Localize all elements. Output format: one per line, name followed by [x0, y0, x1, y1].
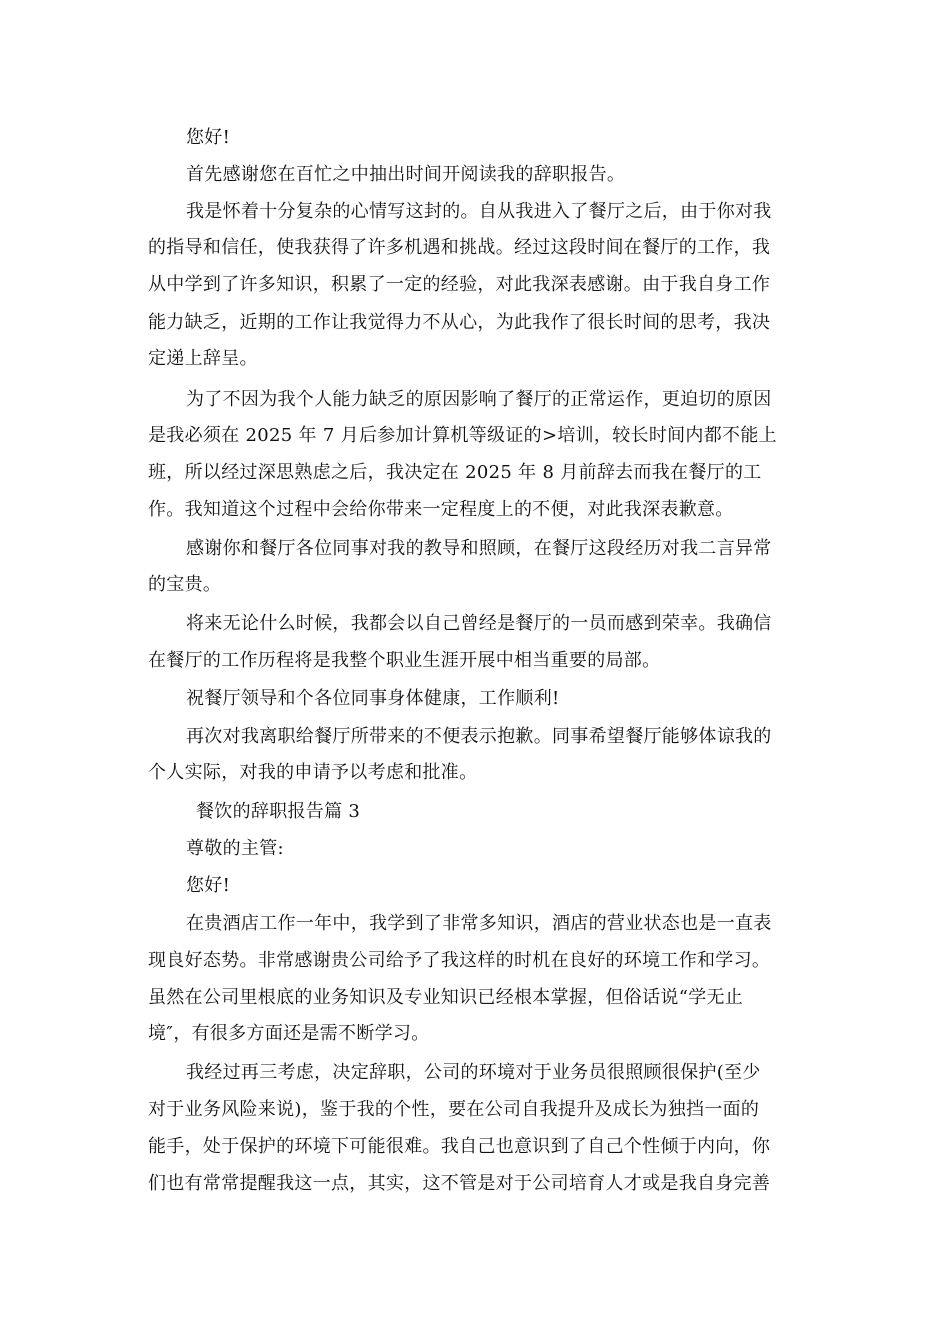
- paragraph-line: 从中学到了许多知识，积累了一定的经验，对此我深表感谢。由于我自身工作: [148, 274, 771, 295]
- paragraph-line: 再次对我离职给餐厅所带来的不便表示抱歉。同事希望餐厅能够体谅我的: [186, 726, 772, 747]
- salutation: 尊敬的主管:: [186, 838, 284, 859]
- paragraph-line: 现良好态势。非常感谢贵公司给予了我这样的时机在良好的环境工作和学习。: [148, 950, 771, 971]
- paragraph-line: 虽然在公司里根底的业务知识及专业知识已经根本掌握，但俗话说“学无止: [148, 987, 744, 1008]
- paragraph-line: 我是怀着十分复杂的心情写这封的。自从我进入了餐厅之后，由于你对我: [186, 201, 772, 222]
- paragraph-line: 是我必须在 2025 年 7 月后参加计算机等级证的>培训，较长时间内都不能上: [148, 425, 777, 446]
- paragraph-greeting: 您好!: [186, 875, 231, 896]
- paragraph-line: 的宝贵。: [148, 574, 222, 595]
- paragraph-line: 能力缺乏，近期的工作让我觉得力不从心，为此我作了很长时间的思考，我决: [148, 312, 771, 333]
- paragraph-line: 们也有常常提醒我这一点，其实，这不管是对于公司培育人才或是我自身完善: [148, 1173, 771, 1194]
- paragraph-line: 定递上辞呈。: [148, 348, 258, 369]
- paragraph-line: 个人实际，对我的申请予以考虑和批准。: [148, 762, 478, 783]
- paragraph-line: 为了不因为我个人能力缺乏的原因影响了餐厅的正常运作，更迫切的原因: [186, 389, 772, 410]
- paragraph-line: 境″，有很多方面还是需不断学习。: [148, 1023, 430, 1044]
- section-heading: 餐饮的辞职报告篇 3: [196, 801, 361, 822]
- paragraph-line: 作。我知道这个过程中会给你带来一定程度上的不便，对此我深表歉意。: [148, 499, 734, 520]
- paragraph-line: 将来无论什么时候，我都会以自己曾经是餐厅的一员而感到荣幸。我确信: [186, 613, 772, 634]
- paragraph-line: 能手，处于保护的环境下可能很难。我自己也意识到了自己个性倾于内向，你: [148, 1136, 771, 1157]
- paragraph-line: 对于业务风险来说)，鉴于我的个性，要在公司自我提升及成长为独挡一面的: [148, 1099, 760, 1120]
- paragraph-line: 祝餐厅领导和个各位同事身体健康，工作顺利!: [186, 688, 560, 709]
- paragraph-greeting: 您好!: [186, 127, 231, 148]
- paragraph-line: 我经过再三考虑，决定辞职，公司的环境对于业务员很照顾很保护(至少: [186, 1062, 761, 1083]
- paragraph-line: 在餐厅的工作历程将是我整个职业生涯开展中相当重要的局部。: [148, 650, 661, 671]
- paragraph-line: 的指导和信任，使我获得了许多机遇和挑战。经过这段时间在餐厅的工作，我: [148, 237, 771, 258]
- paragraph-line: 感谢你和餐厅各位同事对我的教导和照顾，在餐厅这段经历对我二言异常: [186, 538, 772, 559]
- paragraph-thanks: 首先感谢您在百忙之中抽出时间开阅读我的辞职报告。: [186, 164, 626, 185]
- paragraph-line: 在贵酒店工作一年中，我学到了非常多知识，酒店的营业状态也是一直表: [186, 913, 772, 934]
- paragraph-line: 班，所以经过深思熟虑之后，我决定在 2025 年 8 月前辞去而我在餐厅的工: [148, 462, 762, 483]
